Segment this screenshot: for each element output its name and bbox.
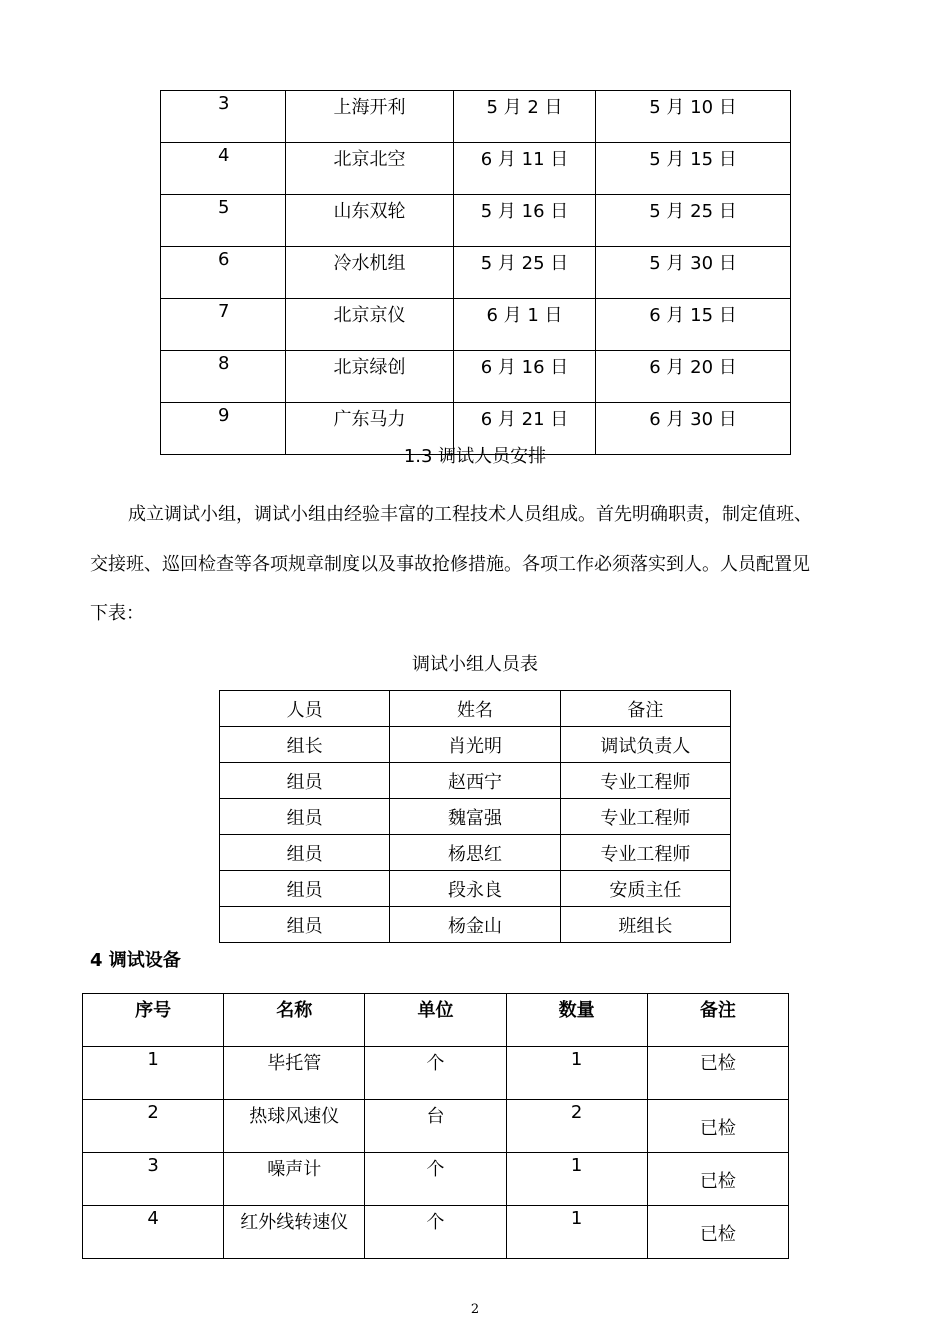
- table-cell: 6 月 21 日: [454, 403, 596, 455]
- table-cell: 2: [83, 1100, 224, 1153]
- table-cell: 5 月 10 日: [596, 91, 791, 143]
- table-row: [220, 727, 731, 763]
- table-cell: 个: [365, 1206, 506, 1259]
- table-cell: 北京北空: [286, 143, 454, 195]
- table-cell: 上海开利: [286, 91, 454, 143]
- staff-table: [219, 690, 731, 943]
- table-cell: 5 月 25 日: [596, 195, 791, 247]
- table-cell: 冷水机组: [286, 247, 454, 299]
- column-header: 备注: [560, 691, 730, 727]
- table-cell: 赵西宁: [390, 763, 560, 799]
- table-cell: 5 月 25 日: [454, 247, 596, 299]
- table-cell: 段永良: [390, 871, 560, 907]
- table-cell: 6: [161, 247, 286, 299]
- table-cell: 组员: [220, 799, 390, 835]
- table-row: [83, 1100, 789, 1153]
- table-cell: 组员: [220, 871, 390, 907]
- table-header-row: [83, 994, 789, 1047]
- table-row: [83, 1206, 789, 1259]
- table-cell: 杨金山: [390, 907, 560, 943]
- column-header: 序号: [83, 994, 224, 1047]
- table-cell: 4: [83, 1206, 224, 1259]
- table-cell: 6 月 15 日: [596, 299, 791, 351]
- schedule-table: [160, 90, 791, 455]
- table-cell: 热球风速仪: [224, 1100, 365, 1153]
- staff-table-title: 调试小组人员表: [412, 654, 538, 675]
- table-cell: 专业工程师: [560, 835, 730, 871]
- table-cell: 班组长: [560, 907, 730, 943]
- table-cell: 已检: [647, 1100, 788, 1153]
- page-number: 2: [470, 1302, 480, 1317]
- table-cell: 专业工程师: [560, 799, 730, 835]
- table-cell: 广东马力: [286, 403, 454, 455]
- table-cell: 6 月 1 日: [454, 299, 596, 351]
- equipment-table: [82, 993, 789, 1259]
- table-row: [83, 1047, 789, 1100]
- table-row: [161, 195, 791, 247]
- table-cell: 1: [506, 1153, 647, 1206]
- column-header: 姓名: [390, 691, 560, 727]
- table-cell: 5 月 16 日: [454, 195, 596, 247]
- table-cell: 9: [161, 403, 286, 455]
- table-cell: 组员: [220, 907, 390, 943]
- table-row: [161, 351, 791, 403]
- table-cell: 6 月 30 日: [596, 403, 791, 455]
- paragraph-line: 交接班、巡回检查等各项规章制度以及事故抢修措施。各项工作必须落实到人。人员配置见: [90, 554, 810, 575]
- table-cell: 北京京仪: [286, 299, 454, 351]
- column-header: 人员: [220, 691, 390, 727]
- table-cell: 调试负责人: [560, 727, 730, 763]
- table-cell: 个: [365, 1047, 506, 1100]
- table-row: [220, 763, 731, 799]
- table-cell: 2: [506, 1100, 647, 1153]
- table-row: [220, 835, 731, 871]
- table-cell: 肖光明: [390, 727, 560, 763]
- table-cell: 魏富强: [390, 799, 560, 835]
- table-cell: 1: [506, 1206, 647, 1259]
- table-row: [220, 871, 731, 907]
- table-header-row: [220, 691, 731, 727]
- table-cell: 毕托管: [224, 1047, 365, 1100]
- table-row: [161, 91, 791, 143]
- table-cell: 5 月 2 日: [454, 91, 596, 143]
- table-row: [83, 1153, 789, 1206]
- table-cell: 1: [83, 1047, 224, 1100]
- table-cell: 已检: [647, 1206, 788, 1259]
- table-cell: 北京绿创: [286, 351, 454, 403]
- table-cell: 组员: [220, 835, 390, 871]
- column-header: 单位: [365, 994, 506, 1047]
- table-cell: 安质主任: [560, 871, 730, 907]
- paragraph-line: 下表：: [90, 603, 144, 624]
- table-cell: 组长: [220, 727, 390, 763]
- table-cell: 台: [365, 1100, 506, 1153]
- table-cell: 红外线转速仪: [224, 1206, 365, 1259]
- column-header: 名称: [224, 994, 365, 1047]
- table-cell: 6 月 20 日: [596, 351, 791, 403]
- section-heading: 4 调试设备: [90, 950, 181, 971]
- column-header: 数量: [506, 994, 647, 1047]
- table-cell: 杨思红: [390, 835, 560, 871]
- table-cell: 3: [83, 1153, 224, 1206]
- table-cell: 噪声计: [224, 1153, 365, 1206]
- table-row: [220, 907, 731, 943]
- table-cell: 6 月 11 日: [454, 143, 596, 195]
- table-cell: 5 月 30 日: [596, 247, 791, 299]
- table-cell: 山东双轮: [286, 195, 454, 247]
- table-cell: 组员: [220, 763, 390, 799]
- table-row: [161, 143, 791, 195]
- table-cell: 6 月 16 日: [454, 351, 596, 403]
- table-cell: 已检: [647, 1047, 788, 1100]
- table-cell: 个: [365, 1153, 506, 1206]
- table-cell: 3: [161, 91, 286, 143]
- table-cell: 8: [161, 351, 286, 403]
- section-title: 1.3 调试人员安排: [403, 446, 547, 467]
- table-cell: 1: [506, 1047, 647, 1100]
- table-row: [220, 799, 731, 835]
- table-cell: 5 月 15 日: [596, 143, 791, 195]
- column-header: 备注: [647, 994, 788, 1047]
- table-cell: 7: [161, 299, 286, 351]
- table-cell: 4: [161, 143, 286, 195]
- table-row: [161, 299, 791, 351]
- paragraph-line: 成立调试小组，调试小组由经验丰富的工程技术人员组成。首先明确职责，制定值班、: [128, 504, 812, 525]
- table-cell: 专业工程师: [560, 763, 730, 799]
- table-row: [161, 247, 791, 299]
- table-cell: 已检: [647, 1153, 788, 1206]
- table-cell: 5: [161, 195, 286, 247]
